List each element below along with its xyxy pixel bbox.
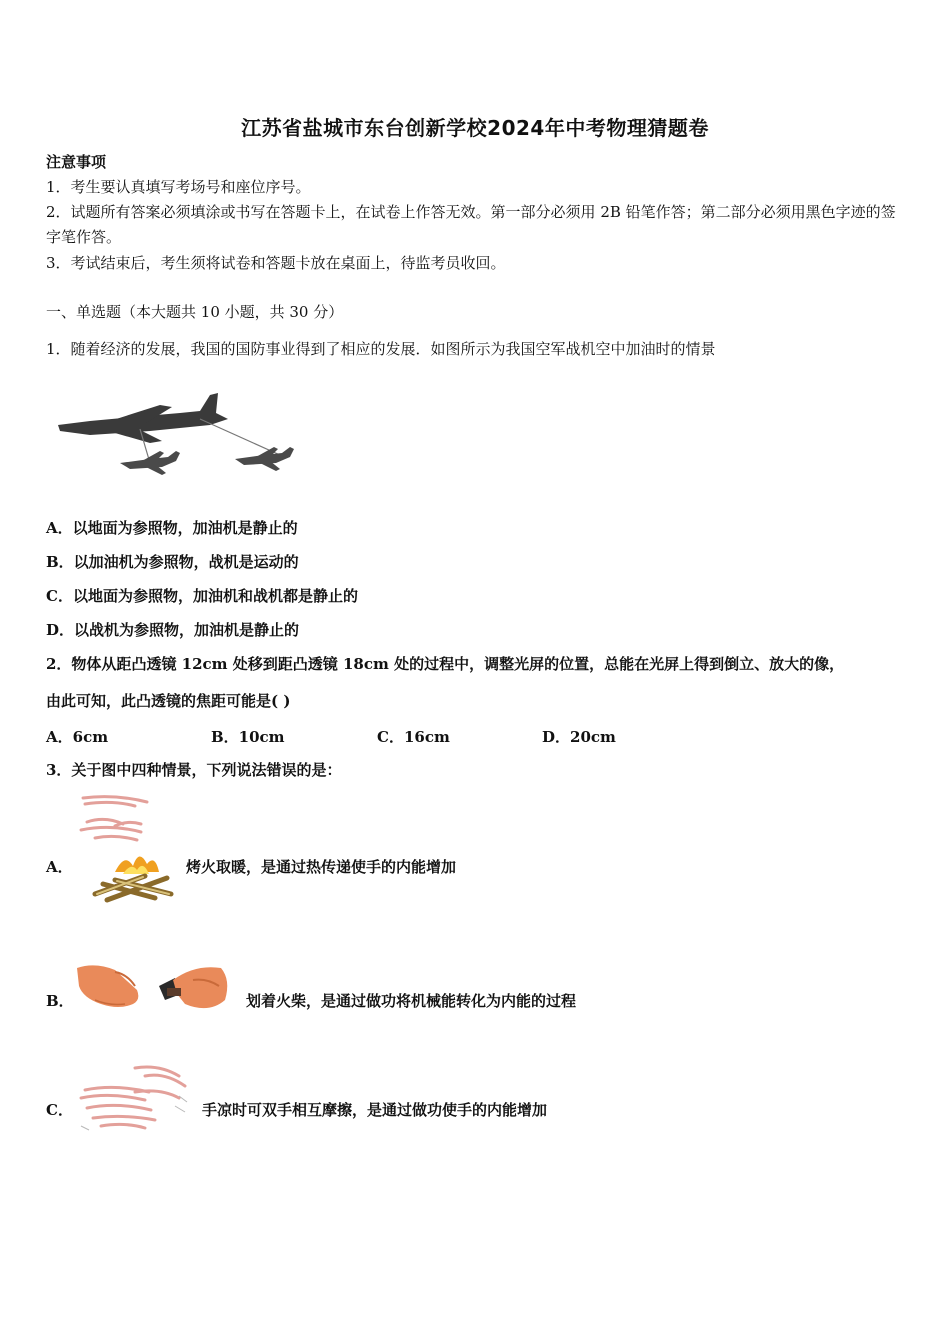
q2-option-d: D．20cm (542, 728, 616, 746)
q3-option-c-text: 手凉时可双手相互摩擦，是通过做功使手的内能增加 (202, 1101, 548, 1119)
q3-option-c-label: C． (46, 1101, 73, 1119)
q2-stem-line2: 由此可知，此凸透镜的焦距可能是( ) (46, 692, 291, 710)
q2-option-a: A．6cm (46, 728, 109, 746)
page-title: 江苏省盐城市东台创新学校2024年中考物理猜题卷 (241, 116, 709, 140)
match-striking-image (75, 960, 235, 1020)
campfire-hands-image (75, 790, 185, 910)
notice-item-3: 3．考试结束后，考生须将试卷和答题卡放在桌面上，待监考员收回。 (46, 254, 506, 272)
notice-item-2: 2．试题所有答案必须填涂或书写在答题卡上，在试卷上作答无效。第一部分必须用 2B 铅笔作答；第二部分必须用黑色字迹的签字笔作答。 (46, 203, 896, 246)
q2-stem-line1: 2．物体从距凸透镜 12cm 处移到距凸透镜 18cm 处的过程中，调整光屏的位置，总能在光屏上得到倒立、放大的像， (46, 655, 845, 673)
q1-option-d: D．以战机为参照物，加油机是静止的 (46, 621, 300, 639)
aerial-refueling-image (50, 383, 305, 488)
q1-option-c: C．以地面为参照物，加油机和战机都是静止的 (46, 587, 358, 605)
q3-option-b-text: 划着火柴，是通过做功将机械能转化为内能的过程 (246, 992, 577, 1010)
notice-heading: 注意事项 (46, 153, 107, 171)
rubbing-hands-image (75, 1062, 200, 1134)
q1-stem: 1．随着经济的发展，我国的国防事业得到了相应的发展．如图所示为我国空军战机空中加油时的情景 (46, 340, 716, 358)
q3-option-a-label: A． (46, 858, 73, 876)
q3-option-b-label: B． (46, 992, 74, 1010)
q2-option-b: B．10cm (211, 728, 285, 746)
q1-option-a: A．以地面为参照物，加油机是静止的 (46, 519, 298, 537)
q3-option-a-text: 烤火取暖，是通过热传递使手的内能增加 (186, 858, 457, 876)
notice-item-1: 1．考生要认真填写考场号和座位序号。 (46, 178, 311, 196)
q2-option-c: C．16cm (377, 728, 450, 746)
q1-option-b: B．以加油机为参照物，战机是运动的 (46, 553, 299, 571)
q3-stem: 3．关于图中四种情景，下列说法错误的是： (46, 761, 342, 779)
section-heading: 一、单选题（本大题共 10 小题，共 30 分） (46, 303, 344, 321)
